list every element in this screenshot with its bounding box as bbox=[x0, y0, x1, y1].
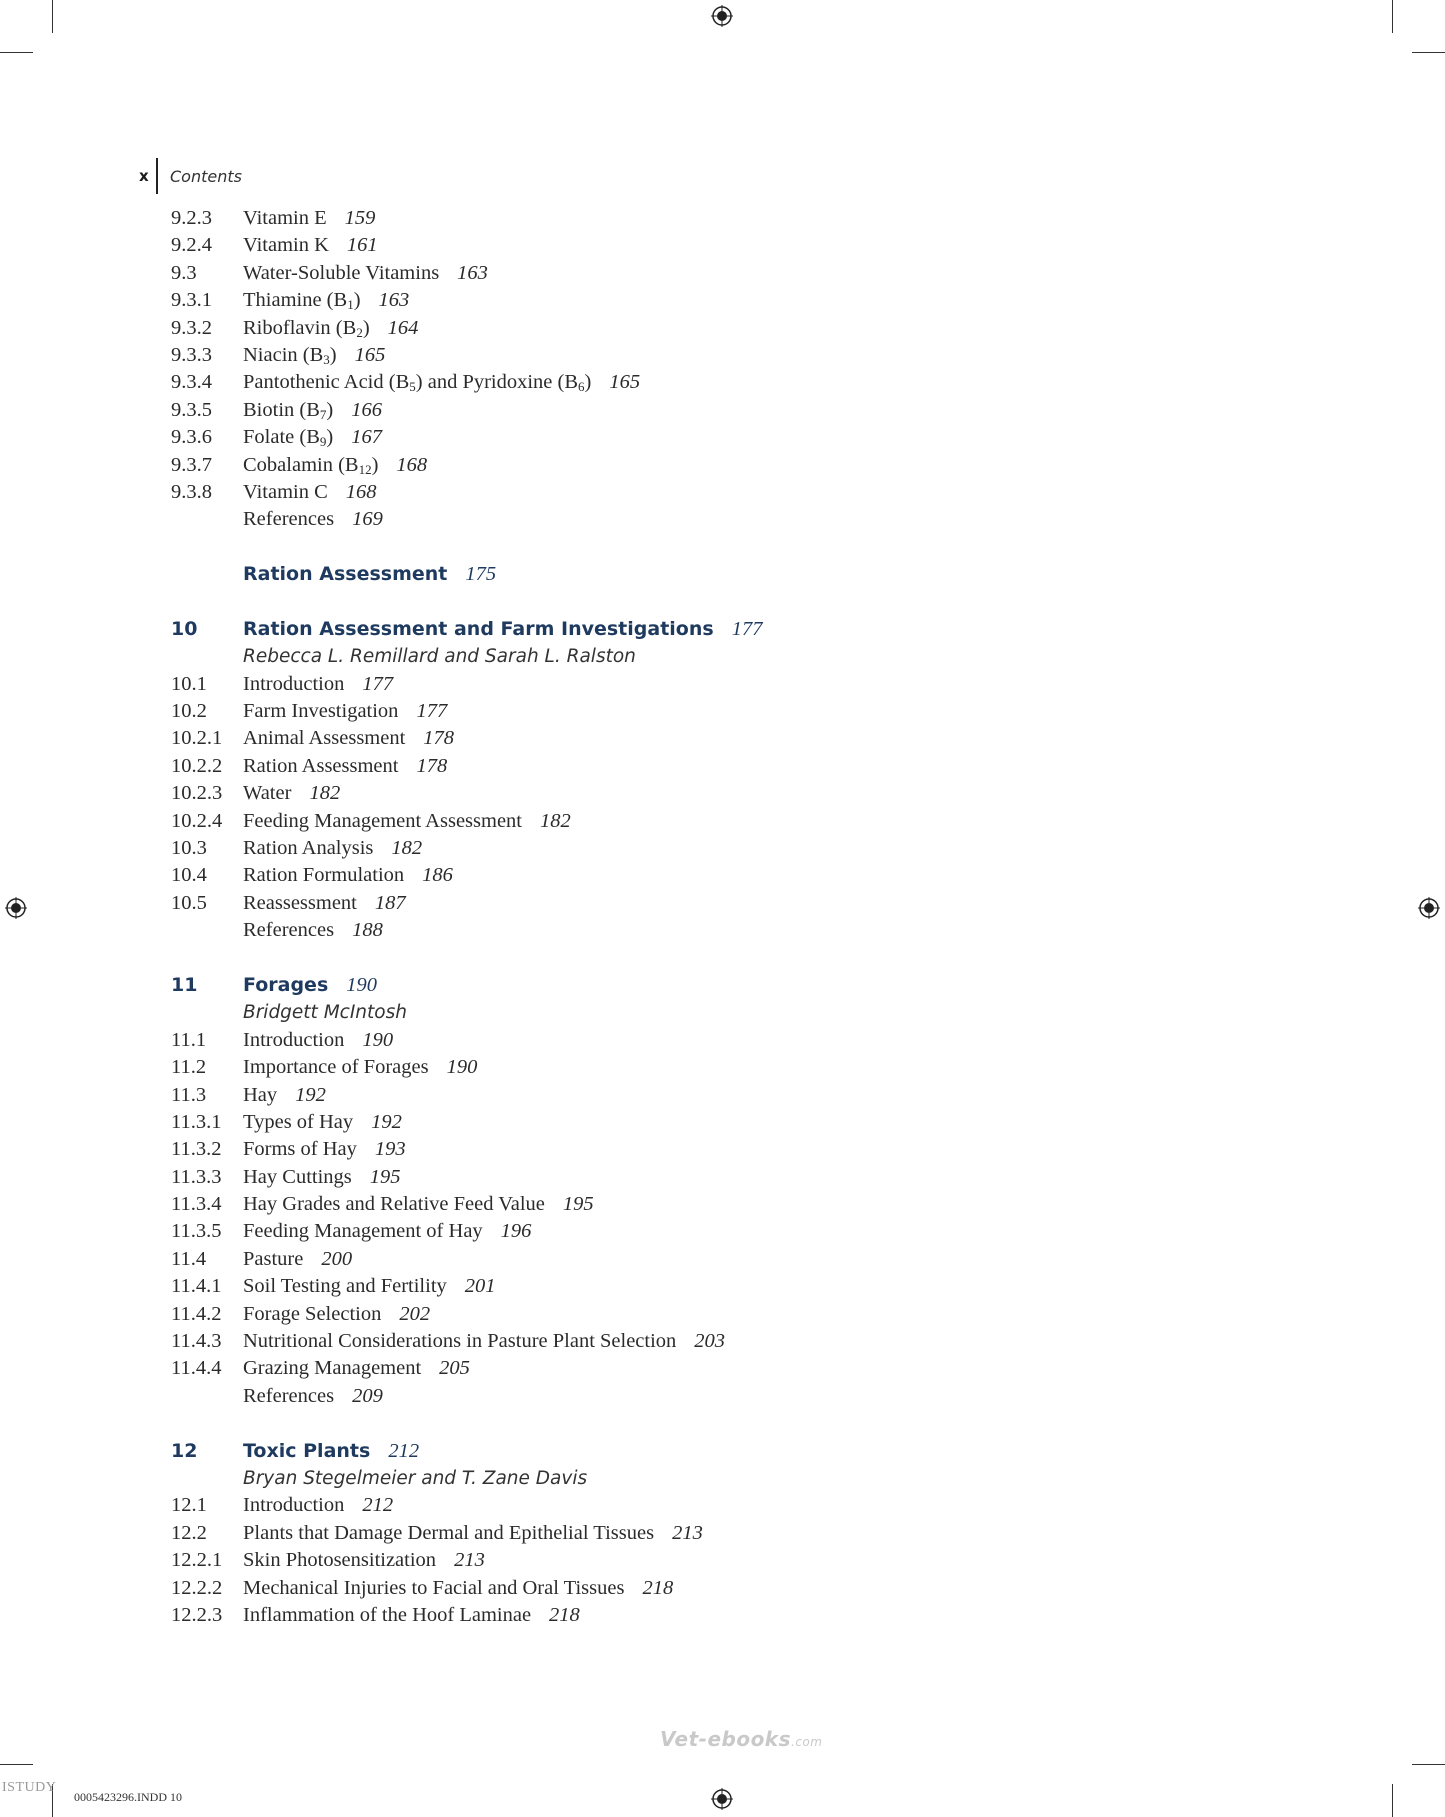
toc-entry-row[interactable] bbox=[171, 452, 1171, 479]
toc-section-number: 11.4.3 bbox=[171, 1330, 222, 1353]
toc-section-number: 11.3.5 bbox=[171, 1220, 222, 1243]
toc-section-number: 10.3 bbox=[171, 836, 207, 859]
registration-mark-icon bbox=[5, 897, 27, 919]
toc-section-number: 10.2.1 bbox=[171, 727, 223, 750]
toc-entry-row[interactable] bbox=[171, 698, 1171, 725]
toc-page-number: 193 bbox=[374, 1138, 406, 1161]
toc-section-number: 9.3.5 bbox=[171, 398, 212, 421]
toc-section-number: 9.2.4 bbox=[171, 234, 212, 257]
toc-entry-row[interactable] bbox=[171, 1027, 1171, 1054]
toc-entry-title bbox=[243, 1109, 402, 1136]
toc-section-number: 10.4 bbox=[171, 864, 207, 887]
toc-entry-row[interactable] bbox=[171, 287, 1171, 314]
toc-page-number: 213 bbox=[454, 1549, 485, 1572]
toc-entry-title bbox=[243, 616, 762, 643]
toc-section-number: 12.2.3 bbox=[171, 1603, 223, 1626]
toc-page-number: 218 bbox=[549, 1603, 580, 1626]
toc-entry-row[interactable] bbox=[171, 835, 1171, 862]
title-text: Forage Selection bbox=[243, 1302, 382, 1325]
toc-section-number: 9.3.7 bbox=[171, 453, 212, 476]
toc-entry-title bbox=[243, 698, 447, 725]
toc-section-number: 10.2.4 bbox=[171, 809, 223, 832]
toc-chapter-row[interactable] bbox=[171, 616, 1171, 643]
title-text: References bbox=[243, 919, 335, 942]
title-text: Ration Formulation bbox=[243, 864, 405, 887]
toc-section-number: 10.2 bbox=[171, 700, 207, 723]
title-text: Farm Investigation bbox=[243, 700, 399, 723]
title-text: Pasture bbox=[243, 1247, 304, 1270]
title-text: Importance of Forages bbox=[243, 1056, 429, 1079]
toc-authors-row bbox=[171, 999, 1171, 1026]
title-subscript: 9 bbox=[319, 434, 327, 450]
title-text: Plants that Damage Dermal and Epithelial Tissues bbox=[243, 1521, 655, 1544]
toc-entry-title bbox=[243, 780, 340, 807]
toc-part-row[interactable] bbox=[171, 561, 1171, 588]
toc-entry-row[interactable] bbox=[171, 917, 1171, 944]
toc-entry-row[interactable] bbox=[171, 725, 1171, 752]
toc-page-number: 178 bbox=[423, 727, 455, 750]
crop-mark bbox=[0, 1764, 33, 1765]
title-text: Nutritional Considerations in Pasture Plant Selection bbox=[243, 1330, 677, 1353]
toc-section-number: 9.3.4 bbox=[171, 371, 212, 394]
toc-entry-title bbox=[243, 424, 382, 451]
title-text: Vitamin C bbox=[243, 480, 328, 503]
title-text: ) bbox=[329, 343, 337, 366]
title-text: Ration Assessment and Farm Investigations bbox=[243, 617, 714, 640]
toc-entry-title bbox=[243, 1575, 673, 1602]
toc-page-number: 163 bbox=[457, 261, 488, 284]
toc-section-number: 9.3 bbox=[171, 261, 197, 284]
toc-page-number: 190 bbox=[346, 973, 377, 996]
toc-spacer bbox=[171, 1410, 1171, 1437]
toc-entry-row[interactable] bbox=[171, 1547, 1171, 1574]
toc-page-number: 212 bbox=[388, 1439, 420, 1462]
title-text: Forages bbox=[243, 973, 329, 996]
toc-entry-title bbox=[243, 917, 383, 944]
toc-authors-row bbox=[171, 1465, 1171, 1492]
toc-section-number: 9.3.3 bbox=[171, 343, 212, 366]
title-text: References bbox=[243, 508, 335, 531]
toc-page-number: 213 bbox=[672, 1521, 703, 1544]
crop-mark bbox=[1412, 1764, 1445, 1765]
toc-entry-title bbox=[243, 1054, 477, 1081]
toc-entry-title bbox=[243, 1218, 531, 1245]
title-text: Forms of Hay bbox=[243, 1138, 357, 1161]
title-text: Reassessment bbox=[243, 891, 357, 914]
toc-section-number: 12.2.2 bbox=[171, 1576, 223, 1599]
toc-entry-row[interactable] bbox=[171, 232, 1171, 259]
toc-entry-row[interactable] bbox=[171, 808, 1171, 835]
title-subscript: 2 bbox=[356, 324, 363, 340]
file-slug: 0005423296.INDD 10 bbox=[74, 1790, 182, 1804]
toc-entry-row[interactable] bbox=[171, 1492, 1171, 1519]
toc-entry-title bbox=[243, 890, 406, 917]
toc-entry-title bbox=[243, 1602, 580, 1629]
toc-section-number: 11.3.4 bbox=[171, 1193, 222, 1216]
toc-chapter-row[interactable] bbox=[171, 1438, 1171, 1465]
toc-section-number: 10 bbox=[171, 617, 198, 640]
toc-entry-row[interactable] bbox=[171, 1602, 1171, 1629]
title-text: ) bbox=[371, 453, 379, 476]
toc-section-number: 10.2.2 bbox=[171, 754, 223, 777]
toc-section-number: 12.2 bbox=[171, 1521, 207, 1544]
toc-entry-row[interactable] bbox=[171, 1054, 1171, 1081]
toc-page-number: 212 bbox=[362, 1494, 394, 1517]
toc-section-number: 12 bbox=[171, 1439, 198, 1462]
toc-page-number: 201 bbox=[464, 1275, 496, 1298]
toc-entry-row[interactable] bbox=[171, 260, 1171, 287]
toc-section-number: 10.2.3 bbox=[171, 782, 223, 805]
toc-entry-title bbox=[243, 1246, 352, 1273]
toc-page-number: 177 bbox=[731, 617, 763, 640]
toc-section-number: 11.3.3 bbox=[171, 1165, 222, 1188]
toc-page-number: 195 bbox=[369, 1165, 401, 1188]
toc-section-number: 11.3.2 bbox=[171, 1138, 222, 1161]
toc-spacer bbox=[171, 534, 1171, 561]
title-text: Animal Assessment bbox=[243, 727, 406, 750]
registration-mark-icon bbox=[711, 1788, 733, 1810]
toc-page-number: 182 bbox=[309, 782, 341, 805]
toc-page-number: 168 bbox=[396, 453, 428, 476]
title-subscript: 7 bbox=[319, 406, 327, 422]
toc-section-number: 11.1 bbox=[171, 1028, 207, 1051]
crop-mark bbox=[0, 52, 33, 53]
title-text: Toxic Plants bbox=[243, 1439, 371, 1462]
toc-entry-row[interactable] bbox=[171, 1136, 1171, 1163]
toc-entry-row[interactable] bbox=[171, 753, 1171, 780]
title-subscript: 12 bbox=[358, 461, 372, 477]
toc-page-number: 203 bbox=[694, 1330, 726, 1353]
title-text: Bridgett McIntosh bbox=[243, 1002, 407, 1024]
toc-entry-title bbox=[243, 1383, 383, 1410]
toc-page-number: 177 bbox=[362, 672, 394, 695]
title-text: Feeding Management Assessment bbox=[243, 809, 522, 832]
toc-entry-title bbox=[243, 1301, 430, 1328]
toc-entry-row[interactable] bbox=[171, 424, 1171, 451]
toc-entry-row[interactable] bbox=[171, 397, 1171, 424]
toc-entry-row[interactable] bbox=[171, 1164, 1171, 1191]
toc-spacer bbox=[171, 945, 1171, 972]
toc-entry-title bbox=[243, 260, 488, 287]
toc-entry-row[interactable] bbox=[171, 1191, 1171, 1218]
toc-section-number: 9.3.1 bbox=[171, 289, 212, 312]
toc-entry-row[interactable] bbox=[171, 1273, 1171, 1300]
title-text: Bryan Stegelmeier and T. Zane Davis bbox=[243, 1467, 588, 1489]
toc-page-number: 195 bbox=[562, 1193, 594, 1216]
title-text: Water-Soluble Vitamins bbox=[243, 261, 440, 284]
title-text: Ration Analysis bbox=[243, 836, 374, 859]
toc-section-number: 9.2.3 bbox=[171, 207, 212, 229]
title-text: Rebecca L. Remillard and Sarah L. Ralston bbox=[243, 646, 636, 668]
table-of-contents bbox=[171, 205, 1171, 1629]
title-text: Folate (B bbox=[243, 426, 320, 449]
toc-entry-row[interactable] bbox=[171, 479, 1171, 506]
crop-mark bbox=[1412, 52, 1445, 53]
title-text: ) bbox=[362, 316, 370, 339]
title-text: Grazing Management bbox=[243, 1357, 422, 1380]
toc-page-number: 209 bbox=[352, 1384, 383, 1407]
toc-entry-row[interactable] bbox=[171, 1355, 1171, 1382]
toc-page-number: 167 bbox=[351, 426, 382, 449]
toc-entry-title bbox=[243, 972, 377, 999]
toc-page-number: 168 bbox=[345, 480, 377, 503]
title-subscript: 6 bbox=[578, 379, 585, 395]
title-text: ) bbox=[584, 371, 592, 394]
toc-section-number: 11.4.2 bbox=[171, 1302, 222, 1325]
toc-section-number: 9.3.6 bbox=[171, 426, 212, 449]
title-text: ) bbox=[326, 426, 334, 449]
toc-section-number: 12.1 bbox=[171, 1494, 207, 1517]
running-header bbox=[139, 158, 242, 194]
toc-page-number: 164 bbox=[387, 316, 419, 339]
title-text: ) and Pyridoxine (B bbox=[415, 371, 579, 394]
toc-entry-title bbox=[243, 1547, 485, 1574]
crop-mark bbox=[52, 0, 53, 33]
toc-entry-title bbox=[243, 315, 418, 342]
title-text: Ration Assessment bbox=[243, 563, 448, 586]
toc-page-number: 178 bbox=[416, 754, 448, 777]
registration-mark-icon bbox=[1418, 897, 1440, 919]
crop-mark bbox=[1392, 1784, 1393, 1817]
toc-entry-title bbox=[243, 671, 393, 698]
toc-section-number: 11.4.1 bbox=[171, 1275, 222, 1298]
toc-entry-title bbox=[243, 1082, 326, 1109]
toc-entry-row[interactable] bbox=[171, 506, 1171, 533]
title-subscript: 3 bbox=[323, 351, 330, 367]
toc-entry-row[interactable] bbox=[171, 780, 1171, 807]
title-text: Hay Grades and Relative Feed Value bbox=[243, 1193, 545, 1216]
toc-entry-title bbox=[243, 643, 636, 670]
toc-entry-row[interactable] bbox=[171, 1328, 1171, 1355]
toc-section-number: 11.3.1 bbox=[171, 1110, 222, 1133]
corner-stamp: ISTUDY bbox=[2, 1780, 57, 1795]
title-text: Niacin (B bbox=[243, 343, 324, 366]
toc-entry-title bbox=[243, 999, 407, 1026]
toc-page-number: 165 bbox=[609, 371, 641, 394]
toc-page-number: 200 bbox=[321, 1247, 353, 1270]
toc-entry-title bbox=[243, 397, 382, 424]
title-text: Introduction bbox=[243, 1494, 345, 1517]
toc-authors-row bbox=[171, 643, 1171, 670]
toc-entry-title bbox=[243, 506, 383, 533]
toc-page-number: 218 bbox=[642, 1576, 674, 1599]
title-text: Pantothenic Acid (B bbox=[243, 371, 410, 394]
title-text: Vitamin K bbox=[243, 234, 329, 257]
toc-entry-row[interactable] bbox=[171, 1218, 1171, 1245]
toc-entry-row[interactable] bbox=[171, 205, 1171, 232]
toc-page-number: 187 bbox=[374, 891, 406, 914]
crop-mark bbox=[1392, 0, 1393, 33]
toc-entry-title bbox=[243, 1492, 393, 1519]
toc-entry-row[interactable] bbox=[171, 671, 1171, 698]
toc-entry-row[interactable] bbox=[171, 315, 1171, 342]
toc-entry-row[interactable] bbox=[171, 890, 1171, 917]
toc-page-number: 182 bbox=[539, 809, 571, 832]
toc-entry-title bbox=[243, 1191, 594, 1218]
toc-entry-row[interactable] bbox=[171, 1109, 1171, 1136]
toc-section-number: 10.1 bbox=[171, 672, 207, 695]
watermark-logo bbox=[660, 1727, 822, 1751]
toc-entry-row[interactable] bbox=[171, 1082, 1171, 1109]
toc-page-number: 169 bbox=[352, 508, 383, 531]
running-head-title: Contents bbox=[170, 166, 242, 186]
title-text: Inflammation of the Hoof Laminae bbox=[243, 1603, 532, 1626]
title-text: Ration Assessment bbox=[243, 754, 399, 777]
toc-entry-title bbox=[243, 561, 496, 588]
title-text: Skin Photosensitization bbox=[243, 1549, 437, 1572]
toc-page-number: 159 bbox=[344, 207, 376, 229]
title-text: Hay Cuttings bbox=[243, 1165, 352, 1188]
toc-entry-title bbox=[243, 1027, 393, 1054]
toc-entry-title bbox=[243, 342, 385, 369]
registration-mark-icon bbox=[711, 5, 733, 27]
title-text: Cobalamin (B bbox=[243, 453, 359, 476]
toc-entry-title bbox=[243, 808, 571, 835]
toc-chapter-row[interactable] bbox=[171, 972, 1171, 999]
toc-entry-title bbox=[243, 1520, 703, 1547]
toc-entry-row[interactable] bbox=[171, 1383, 1171, 1410]
toc-entry-title bbox=[243, 725, 454, 752]
toc-page-number: 186 bbox=[422, 864, 453, 887]
toc-section-number: 9.3.8 bbox=[171, 480, 212, 503]
toc-section-number: 12.2.1 bbox=[171, 1549, 223, 1572]
toc-entry-title bbox=[243, 232, 378, 259]
toc-entry-title bbox=[243, 1465, 587, 1492]
toc-page-number: 192 bbox=[295, 1083, 326, 1106]
toc-entry-title bbox=[243, 369, 640, 396]
toc-page-number: 190 bbox=[446, 1056, 478, 1079]
toc-entry-title bbox=[243, 452, 427, 479]
toc-page-number: 192 bbox=[371, 1110, 402, 1133]
title-text: ) bbox=[326, 398, 334, 421]
title-text: Water bbox=[243, 782, 292, 805]
toc-entry-title bbox=[243, 835, 422, 862]
toc-entry-title bbox=[243, 1438, 419, 1465]
toc-page-number: 177 bbox=[416, 700, 448, 723]
toc-entry-row[interactable] bbox=[171, 1246, 1171, 1273]
toc-page-number: 165 bbox=[354, 343, 386, 366]
title-subscript: 5 bbox=[409, 379, 416, 395]
toc-entry-title bbox=[243, 1273, 496, 1300]
toc-section-number: 11.2 bbox=[171, 1056, 207, 1079]
toc-section-number: 11 bbox=[171, 973, 198, 996]
toc-page-number: 202 bbox=[399, 1302, 431, 1325]
title-subscript: 1 bbox=[347, 297, 354, 313]
toc-page-number: 196 bbox=[500, 1220, 532, 1243]
toc-section-number: 11.4.4 bbox=[171, 1357, 222, 1380]
toc-entry-title bbox=[243, 287, 409, 314]
toc-section-number: 10.5 bbox=[171, 891, 207, 914]
title-text: Soil Testing and Fertility bbox=[243, 1275, 447, 1298]
toc-entry-title bbox=[243, 1136, 406, 1163]
title-text: References bbox=[243, 1384, 335, 1407]
toc-entry-title bbox=[243, 753, 447, 780]
toc-entry-row[interactable] bbox=[171, 369, 1171, 396]
watermark-text: Vet-ebooks bbox=[660, 1727, 792, 1751]
title-text: Types of Hay bbox=[243, 1110, 354, 1133]
watermark-suffix: .com bbox=[791, 1735, 823, 1749]
title-text: Vitamin E bbox=[243, 207, 327, 229]
title-text: Biotin (B bbox=[243, 398, 320, 421]
title-text: Thiamine (B bbox=[243, 289, 348, 312]
toc-entry-title bbox=[243, 1164, 401, 1191]
toc-entry-row[interactable] bbox=[171, 342, 1171, 369]
toc-page-number: 175 bbox=[465, 563, 497, 586]
toc-page-number: 182 bbox=[391, 836, 423, 859]
toc-entry-row[interactable] bbox=[171, 862, 1171, 889]
title-text: Riboflavin (B bbox=[243, 316, 357, 339]
title-text: Mechanical Injuries to Facial and Oral Tissues bbox=[243, 1576, 625, 1599]
header-divider bbox=[156, 158, 158, 194]
page-folio: x bbox=[139, 167, 149, 185]
toc-spacer bbox=[171, 588, 1171, 615]
title-text: Hay bbox=[243, 1083, 278, 1106]
toc-entry-title bbox=[243, 1328, 725, 1355]
toc-entry-row[interactable] bbox=[171, 1520, 1171, 1547]
toc-page-number: 188 bbox=[352, 919, 383, 942]
toc-section-number: 11.3 bbox=[171, 1083, 207, 1106]
toc-section-number: 9.3.2 bbox=[171, 316, 212, 339]
title-text: ) bbox=[353, 289, 361, 312]
toc-entry-title bbox=[243, 205, 375, 232]
toc-page-number: 166 bbox=[351, 398, 382, 421]
toc-section-number: 11.4 bbox=[171, 1247, 207, 1270]
title-text: Feeding Management of Hay bbox=[243, 1220, 483, 1243]
toc-page-number: 163 bbox=[378, 289, 410, 312]
toc-entry-row[interactable] bbox=[171, 1575, 1171, 1602]
toc-entry-title bbox=[243, 479, 377, 506]
toc-page-number: 161 bbox=[346, 234, 378, 257]
toc-page-number: 205 bbox=[439, 1357, 470, 1380]
title-text: Introduction bbox=[243, 672, 345, 695]
toc-entry-title bbox=[243, 862, 453, 889]
toc-entry-title bbox=[243, 1355, 470, 1382]
title-text: Introduction bbox=[243, 1028, 345, 1051]
toc-page-number: 190 bbox=[362, 1028, 394, 1051]
toc-entry-row[interactable] bbox=[171, 1301, 1171, 1328]
